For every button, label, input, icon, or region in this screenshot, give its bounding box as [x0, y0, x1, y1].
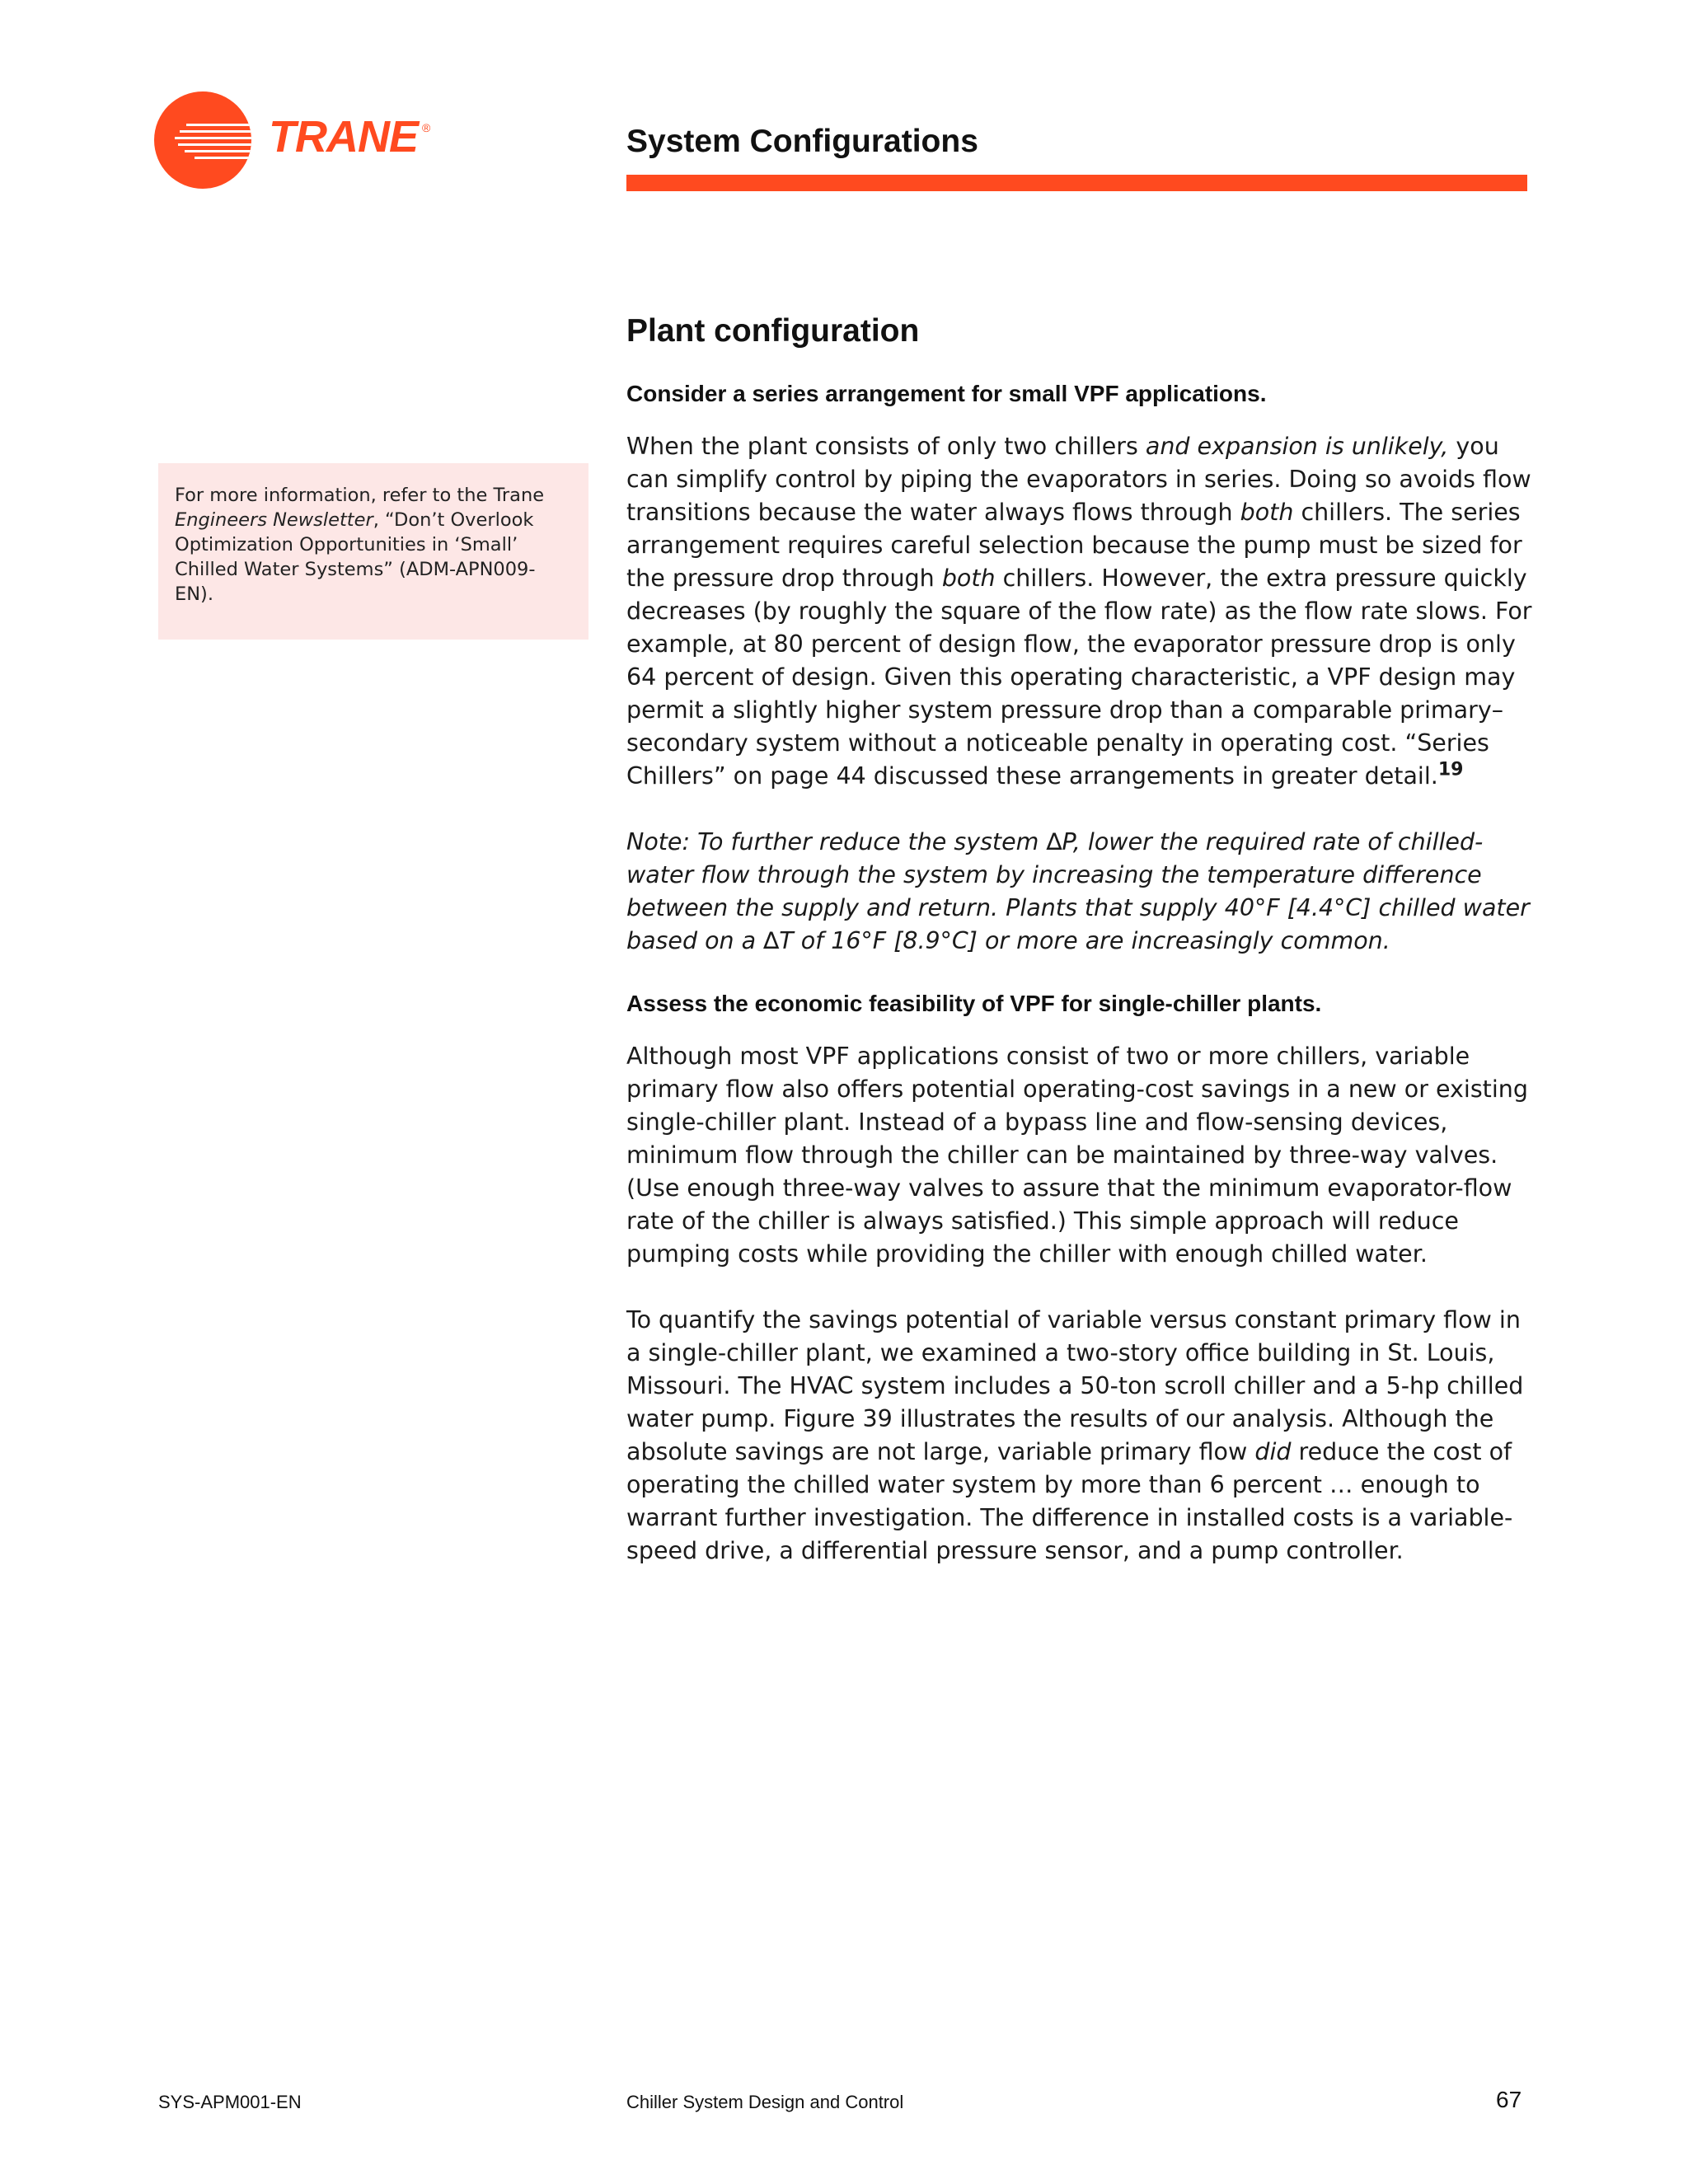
section-title: System Configurations: [626, 124, 978, 159]
svg-text:®: ®: [422, 121, 431, 134]
sidebar-reference-note: For more information, refer to the Trane Engineers Newsletter, “Don’t Overlook Optimization Opportunities in ‘Small’ Chilled Water Systems” (ADM-APN009-EN).: [158, 463, 588, 640]
note-delta-p: Note: To further reduce the system ∆P, lower the required rate of chilled-water flow through the system by increasing the temperature difference between the supply and return. Plants that supply 40°F [4.4°C] chilled water based on a ∆T of 16°F [8.9°C] or more are increasingly common.: [626, 828, 1530, 954]
page-heading: Plant configuration: [626, 313, 920, 349]
footer-doc-title: Chiller System Design and Control: [626, 2092, 904, 2112]
paragraph-single-chiller: Although most VPF applications consist of two or more chillers, variable primary flow also offers potential operating-cost savings in a new or existing single-chiller plant. Instead of a bypass line and flow-sensing devices, minimum flow through the chiller can be maintained by three-way valves. (Use enough three-way valves to assure that the minimum evaporator-flow rate of the chiller is always satisfied.) This simple approach will reduce pumping costs while providing the chiller with enough chilled water.: [626, 1043, 1528, 1268]
paragraph-savings: To quantify the savings potential of variable versus constant primary flow in a single-chiller plant, we examined a two-story office building in St. Louis, Missouri. The HVAC system includes a 50-ton scroll chiller and a 5-hp chilled water pump. Figure 39 illustrates the results of our analysis. Although the absolute savings are not large, variable primary flow did reduce the cost of operating the chilled water system by more than 6 percent … enough to warrant further investigation. The difference in installed costs is a variable-speed drive, a differential pressure sensor, and a pump controller.: [626, 1306, 1524, 1564]
footer-doc-code: SYS-APM001-EN: [158, 2092, 302, 2112]
subheading-single-chiller: Assess the economic feasibility of VPF for single-chiller plants.: [626, 991, 1322, 1016]
page-number: 67: [1496, 2087, 1522, 2112]
brand-wordmark: TRANE: [269, 112, 419, 162]
footnote-ref: 19: [1437, 759, 1464, 780]
title-rule: [626, 175, 1527, 191]
main-content: [626, 313, 1533, 1601]
trane-logo: [153, 91, 450, 191]
subheading-series: Consider a series arrangement for small VPF applications.: [626, 381, 1267, 406]
paragraph-series: When the plant consists of only two chillers and expansion is unlikely, you can simplify control by piping the evaporators in series. Doing so avoids flow transitions because the water always flows through both chillers. The series arrangement requires careful selection because the pump must be sized for the pressure drop through both chillers. However, the extra pressure quickly decreases (by roughly the square of the flow rate) as the flow rate slows. For example, at 80 percent of design flow, the evaporator pressure drop is only 64 percent of design. Given this operating characteristic, a VPF design may permit a slightly higher system pressure drop than a comparable primary–secondary system without a noticeable penalty in operating cost. “Series Chillers” on page 44 discussed these arrangements in greater detail.$^{19}$: [626, 433, 1532, 790]
